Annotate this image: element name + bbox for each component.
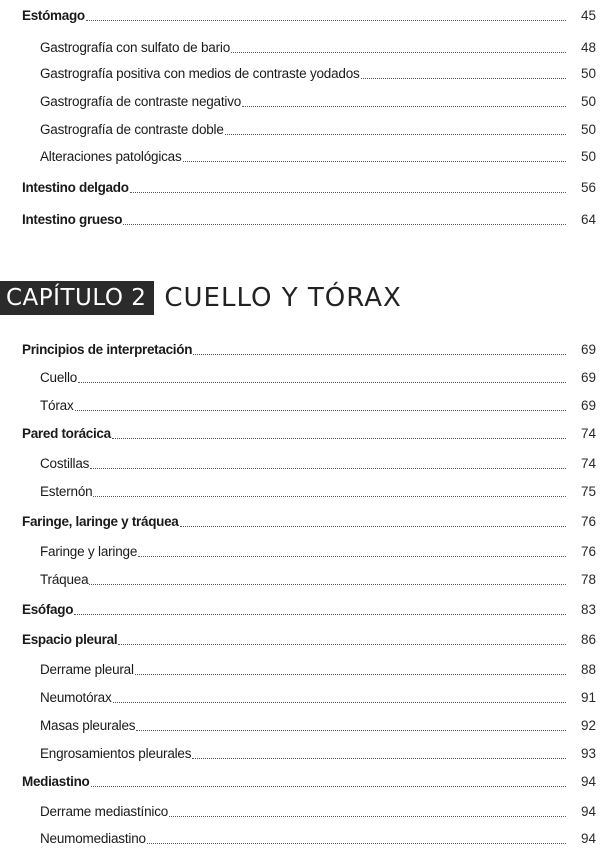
toc-entry-page: 56 xyxy=(580,180,596,195)
toc-entry-page: 50 xyxy=(580,94,596,109)
toc-entry-title: Gastrografía positiva con medios de contraste yodados xyxy=(40,66,360,81)
dot-leader xyxy=(118,644,566,645)
toc-entry-title: Esófago xyxy=(22,602,74,617)
chapter-label: CAPÍTULO 2 xyxy=(0,281,154,315)
toc-entry-page: 69 xyxy=(580,342,596,357)
toc-entry-title: Derrame pleural xyxy=(40,662,134,677)
toc-entry-intestino-delgado[interactable] xyxy=(0,174,600,196)
toc-entry-gastrografia-positiva[interactable] xyxy=(0,60,600,82)
dot-leader xyxy=(183,161,566,162)
toc-entry-page: 76 xyxy=(580,544,596,559)
dot-leader xyxy=(192,758,566,759)
dot-leader xyxy=(113,702,566,703)
dot-leader xyxy=(169,816,566,817)
toc-entry-title: Intestino delgado xyxy=(22,180,129,195)
toc-entry-page: 92 xyxy=(580,718,596,733)
toc-entry-page: 45 xyxy=(580,8,596,23)
toc-entry-traquea[interactable] xyxy=(0,566,600,588)
toc-entry-title: Gastrografía con sulfato de bario xyxy=(40,40,231,55)
toc-entry-page: 74 xyxy=(580,426,596,441)
dot-leader xyxy=(361,78,566,79)
dot-leader xyxy=(75,410,566,411)
dot-leader xyxy=(86,20,566,21)
toc-entry-neumotorax[interactable] xyxy=(0,684,600,706)
toc-entry-cuello[interactable] xyxy=(0,364,600,386)
toc-entry-page: 48 xyxy=(580,40,596,55)
dot-leader xyxy=(112,438,566,439)
toc-entry-page: 86 xyxy=(580,632,596,647)
toc-entry-page: 75 xyxy=(580,484,596,499)
dot-leader xyxy=(242,106,566,107)
toc-entry-title: Cuello xyxy=(40,370,78,385)
toc-entry-title: Neumotórax xyxy=(40,690,112,705)
toc-entry-page: 94 xyxy=(580,774,596,789)
toc-entry-page: 94 xyxy=(580,804,596,819)
chapter-heading xyxy=(0,279,402,317)
toc-entry-title: Espacio pleural xyxy=(22,632,118,647)
toc-entry-intestino-grueso[interactable] xyxy=(0,206,600,228)
toc-entry-title: Derrame mediastínico xyxy=(40,804,169,819)
toc-entry-title: Intestino grueso xyxy=(22,212,123,227)
toc-entry-title: Gastrografía de contraste doble xyxy=(40,122,224,137)
toc-entry-torax[interactable] xyxy=(0,392,600,414)
dot-leader xyxy=(225,134,566,135)
toc-entry-pared-toracica[interactable] xyxy=(0,420,600,442)
dot-leader xyxy=(74,614,566,615)
toc-entry-title: Masas pleurales xyxy=(40,718,136,733)
toc-entry-title: Alteraciones patológicas xyxy=(40,149,182,164)
dot-leader xyxy=(130,192,566,193)
toc-entry-derrame-mediastinico[interactable] xyxy=(0,798,600,820)
toc-entry-page: 76 xyxy=(580,514,596,529)
toc-entry-title: Gastrografía de contraste negativo xyxy=(40,94,242,109)
toc-entry-espacio-pleural[interactable] xyxy=(0,626,600,648)
dot-leader xyxy=(147,843,566,844)
toc-entry-title: Neumomediastino xyxy=(40,831,146,846)
toc-entry-esternon[interactable] xyxy=(0,478,600,500)
toc-entry-costillas[interactable] xyxy=(0,450,600,472)
toc-entry-mediastino[interactable] xyxy=(0,768,600,790)
toc-entry-page: 50 xyxy=(580,149,596,164)
toc-entry-faringe-laringe[interactable] xyxy=(0,538,600,560)
toc-entry-page: 50 xyxy=(580,66,596,81)
dot-leader xyxy=(93,496,566,497)
dot-leader xyxy=(89,584,566,585)
dot-leader xyxy=(91,786,566,787)
toc-entry-page: 64 xyxy=(580,212,596,227)
toc-entry-estomago[interactable] xyxy=(0,2,600,24)
dot-leader xyxy=(136,730,566,731)
toc-entry-page: 69 xyxy=(580,398,596,413)
dot-leader xyxy=(123,224,566,225)
toc-entry-gastrografia-sulfato-bario[interactable] xyxy=(0,34,600,56)
toc-entry-page: 69 xyxy=(580,370,596,385)
dot-leader xyxy=(180,526,566,527)
toc-entry-principios-interpretacion[interactable] xyxy=(0,336,600,358)
toc-entry-title: Faringe y laringe xyxy=(40,544,138,559)
toc-entry-page: 50 xyxy=(580,122,596,137)
dot-leader xyxy=(193,354,566,355)
toc-entry-title: Mediastino xyxy=(22,774,90,789)
dot-leader xyxy=(138,556,566,557)
toc-entry-faringe-laringe-traquea[interactable] xyxy=(0,508,600,530)
chapter-title: CUELLO Y TÓRAX xyxy=(164,283,402,313)
toc-entry-masas-pleurales[interactable] xyxy=(0,712,600,734)
toc-entry-title: Faringe, laringe y tráquea xyxy=(22,514,179,529)
toc-entry-alteraciones-patologicas[interactable] xyxy=(0,143,600,165)
toc-entry-esofago[interactable] xyxy=(0,596,600,618)
toc-entry-title: Engrosamientos pleurales xyxy=(40,746,192,761)
toc-entry-page: 74 xyxy=(580,456,596,471)
toc-entry-title: Pared torácica xyxy=(22,426,111,441)
toc-entry-title: Costillas xyxy=(40,456,90,471)
dot-leader xyxy=(78,382,566,383)
toc-entry-page: 91 xyxy=(580,690,596,705)
dot-leader xyxy=(231,52,566,53)
toc-entry-page: 78 xyxy=(580,572,596,587)
toc-entry-page: 93 xyxy=(580,746,596,761)
toc-entry-page: 94 xyxy=(580,831,596,846)
toc-entry-page: 88 xyxy=(580,662,596,677)
toc-entry-derrame-pleural[interactable] xyxy=(0,656,600,678)
toc-entry-neumomediastino[interactable] xyxy=(0,825,600,847)
toc-entry-title: Esternón xyxy=(40,484,93,499)
toc-entry-title: Estómago xyxy=(22,8,85,23)
toc-entry-gastrografia-contraste-negativo[interactable] xyxy=(0,88,600,110)
toc-entry-gastrografia-contraste-doble[interactable] xyxy=(0,116,600,138)
dot-leader xyxy=(90,468,566,469)
dot-leader xyxy=(135,674,566,675)
toc-entry-title: Principios de interpretación xyxy=(22,342,193,357)
toc-entry-page: 83 xyxy=(580,602,596,617)
toc-entry-title: Tórax xyxy=(40,398,74,413)
toc-entry-engrosamientos-pleurales[interactable] xyxy=(0,740,600,762)
toc-entry-title: Tráquea xyxy=(40,572,89,587)
